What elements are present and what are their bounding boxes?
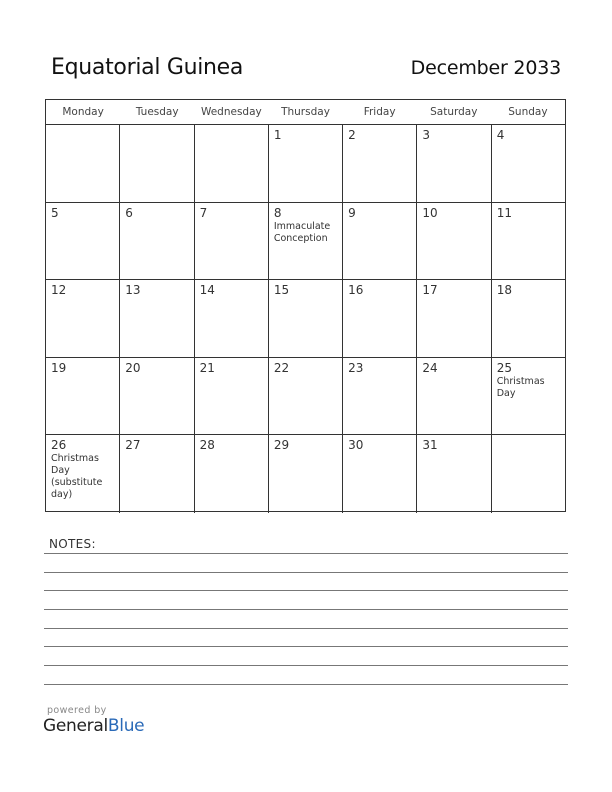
day-number: 26 [51, 438, 67, 452]
day-cell [120, 435, 194, 513]
day-number: 6 [125, 205, 133, 220]
day-number: 22 [273, 360, 290, 375]
day-cell [492, 435, 565, 513]
note-line [44, 646, 568, 647]
day-cell [195, 358, 269, 435]
day-number: 23 [348, 360, 364, 375]
day-cell [417, 203, 491, 280]
note-line [44, 665, 568, 666]
day-number: 25 [496, 360, 512, 375]
day-number: 9 [348, 205, 356, 220]
day-cell [46, 435, 120, 513]
day-number: 12 [51, 283, 67, 297]
day-cell [46, 203, 120, 280]
day-cell [195, 435, 269, 513]
day-number: 16 [348, 283, 364, 297]
day-cell [343, 358, 417, 435]
week-row [46, 280, 565, 358]
weekday-header: Wednesday [200, 106, 262, 118]
day-cell [269, 358, 343, 435]
weekday-header-row [46, 100, 565, 125]
day-cell [343, 435, 417, 513]
calendar-country-title: Equatorial Guinea [51, 55, 244, 80]
weekday-header: Friday [363, 106, 396, 118]
day-number: 4 [496, 128, 505, 142]
day-number: 28 [199, 438, 215, 452]
day-number: 18 [496, 283, 512, 297]
week-row [46, 358, 565, 436]
note-line [44, 553, 568, 554]
day-number: 7 [199, 205, 208, 220]
day-number: 19 [51, 360, 67, 375]
day-number: 17 [422, 283, 438, 297]
calendar-month-title: December 2033 [410, 57, 561, 79]
note-line [44, 572, 568, 573]
day-number: 15 [273, 283, 290, 297]
day-cell [46, 358, 120, 435]
generalblue-logo [43, 716, 144, 736]
day-number: 27 [125, 438, 141, 452]
day-number: 11 [496, 205, 512, 220]
day-number: 2 [348, 128, 356, 142]
note-line [44, 684, 568, 685]
weekday-header: Saturday [430, 106, 478, 118]
powered-by-label: powered by [47, 705, 107, 716]
day-cell [269, 435, 343, 513]
notes-label: NOTES: [49, 537, 96, 551]
day-cell [195, 203, 269, 280]
day-cell [417, 435, 491, 513]
day-cell [46, 280, 120, 357]
brand-blue-text: Blue [107, 716, 145, 736]
day-number: 13 [125, 283, 141, 297]
day-cell [195, 125, 269, 202]
day-number: 14 [199, 283, 215, 297]
day-number: 30 [348, 438, 364, 452]
brand-general-text: General [43, 716, 108, 736]
day-cell [492, 125, 565, 202]
week-row [46, 203, 565, 281]
day-cell [417, 358, 491, 435]
note-line [44, 590, 568, 591]
day-cell [269, 280, 343, 357]
weekday-header: Monday [62, 106, 104, 118]
note-line [44, 609, 568, 610]
day-cell [417, 280, 491, 357]
day-cell [343, 125, 417, 202]
day-number: 21 [199, 360, 215, 375]
holiday-label: Christmas Day [496, 375, 545, 399]
day-number: 24 [422, 360, 438, 375]
day-cell [492, 280, 565, 357]
day-number: 31 [422, 438, 438, 452]
day-cell [120, 125, 194, 202]
day-cell [269, 203, 343, 280]
weekday-header: Tuesday [135, 106, 179, 118]
day-number: 8 [273, 205, 282, 220]
day-cell [120, 280, 194, 357]
day-number: 29 [273, 438, 290, 452]
day-number: 3 [422, 128, 431, 142]
day-cell [120, 203, 194, 280]
weekday-header: Sunday [508, 106, 548, 118]
day-cell [46, 125, 120, 202]
holiday-label: Immaculate Conception [273, 220, 331, 244]
day-number: 5 [51, 205, 59, 220]
day-number: 20 [125, 360, 141, 375]
day-number: 1 [273, 128, 282, 142]
day-cell [492, 203, 565, 280]
week-row [46, 435, 565, 513]
note-line [44, 628, 568, 629]
holiday-label: Christmas Day (substitute day) [51, 453, 103, 500]
day-cell [195, 280, 269, 357]
day-cell [120, 358, 194, 435]
day-cell [417, 125, 491, 202]
day-cell [269, 125, 343, 202]
week-row [46, 125, 565, 203]
day-cell [343, 203, 417, 280]
calendar-grid [45, 99, 566, 512]
weekday-header: Thursday [281, 106, 330, 118]
day-cell [343, 280, 417, 357]
day-number: 10 [422, 205, 438, 220]
day-cell [492, 358, 565, 435]
